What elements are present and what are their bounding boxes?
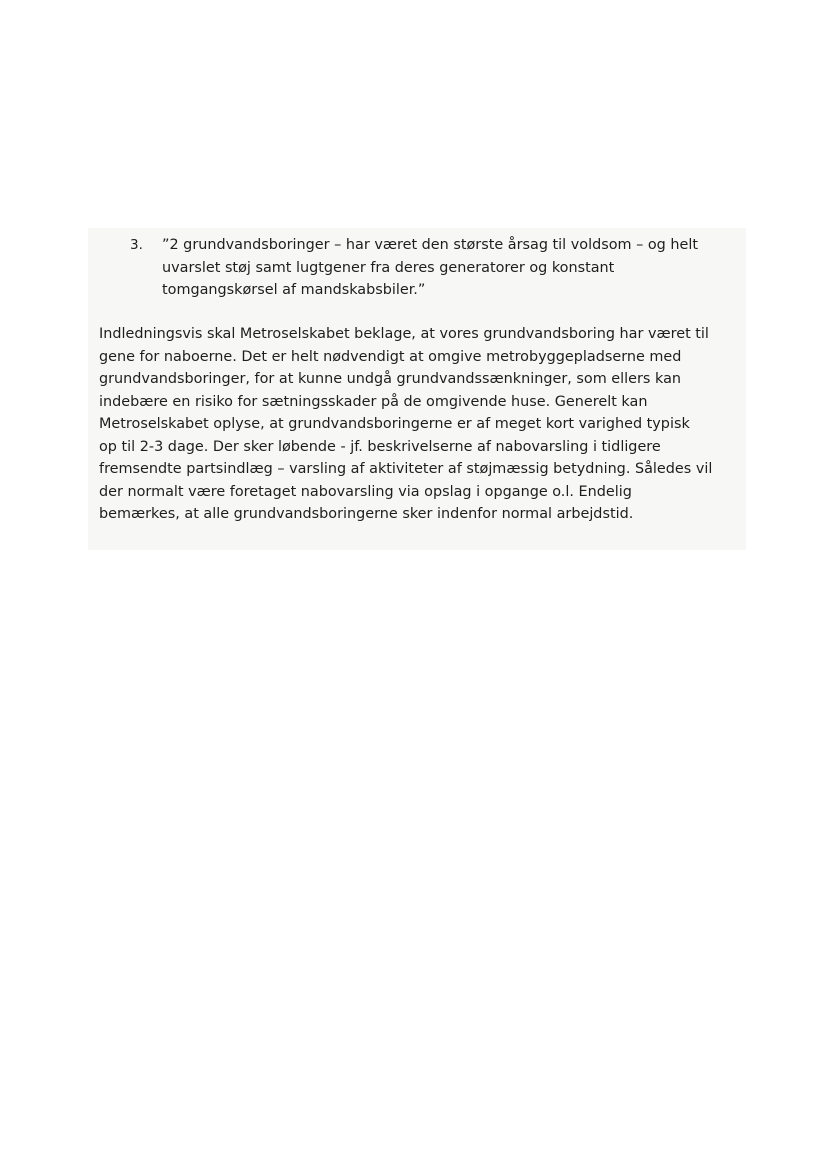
text-line: uvarslet støj samt lugtgener fra deres generatorer og konstant bbox=[162, 259, 615, 276]
text-line: tomgangskørsel af mandskabsbiler.” bbox=[162, 282, 426, 298]
text-line: der normalt være foretaget nabovarsling via opslag i opgange o.l. Endelig bbox=[99, 483, 632, 500]
quoted-complaint-text bbox=[162, 234, 732, 302]
text-line: indebære en risiko for sætningsskader på de omgivende huse. Generelt kan bbox=[99, 393, 648, 410]
list-item-number: 3. bbox=[130, 237, 143, 253]
text-line: Metroselskabet oplyse, at grundvandsboringerne er af meget kort varighed typisk bbox=[99, 416, 690, 432]
text-line: Indledningsvis skal Metroselskabet beklage, at vores grundvandsboring har været til bbox=[99, 326, 709, 342]
text-line: fremsendte partsindlæg – varsling af aktiviteter af støjmæssig betydning. Således vil bbox=[99, 461, 713, 477]
text-line: op til 2-3 dage. Der sker løbende - jf. beskrivelserne af nabovarsling i tidligere bbox=[99, 438, 661, 455]
text-line: ”2 grundvandsboringer – har været den største årsag til voldsom – og helt bbox=[162, 237, 699, 253]
text-line: gene for naboerne. Det er helt nødvendigt at omgive metrobyggepladserne med bbox=[99, 348, 682, 365]
response-paragraph bbox=[99, 323, 744, 526]
text-line: grundvandsboringer, for at kunne undgå grundvandssænkninger, som ellers kan bbox=[99, 371, 682, 387]
text-line: bemærkes, at alle grundvandsboringerne sker indenfor normal arbejdstid. bbox=[99, 506, 634, 522]
